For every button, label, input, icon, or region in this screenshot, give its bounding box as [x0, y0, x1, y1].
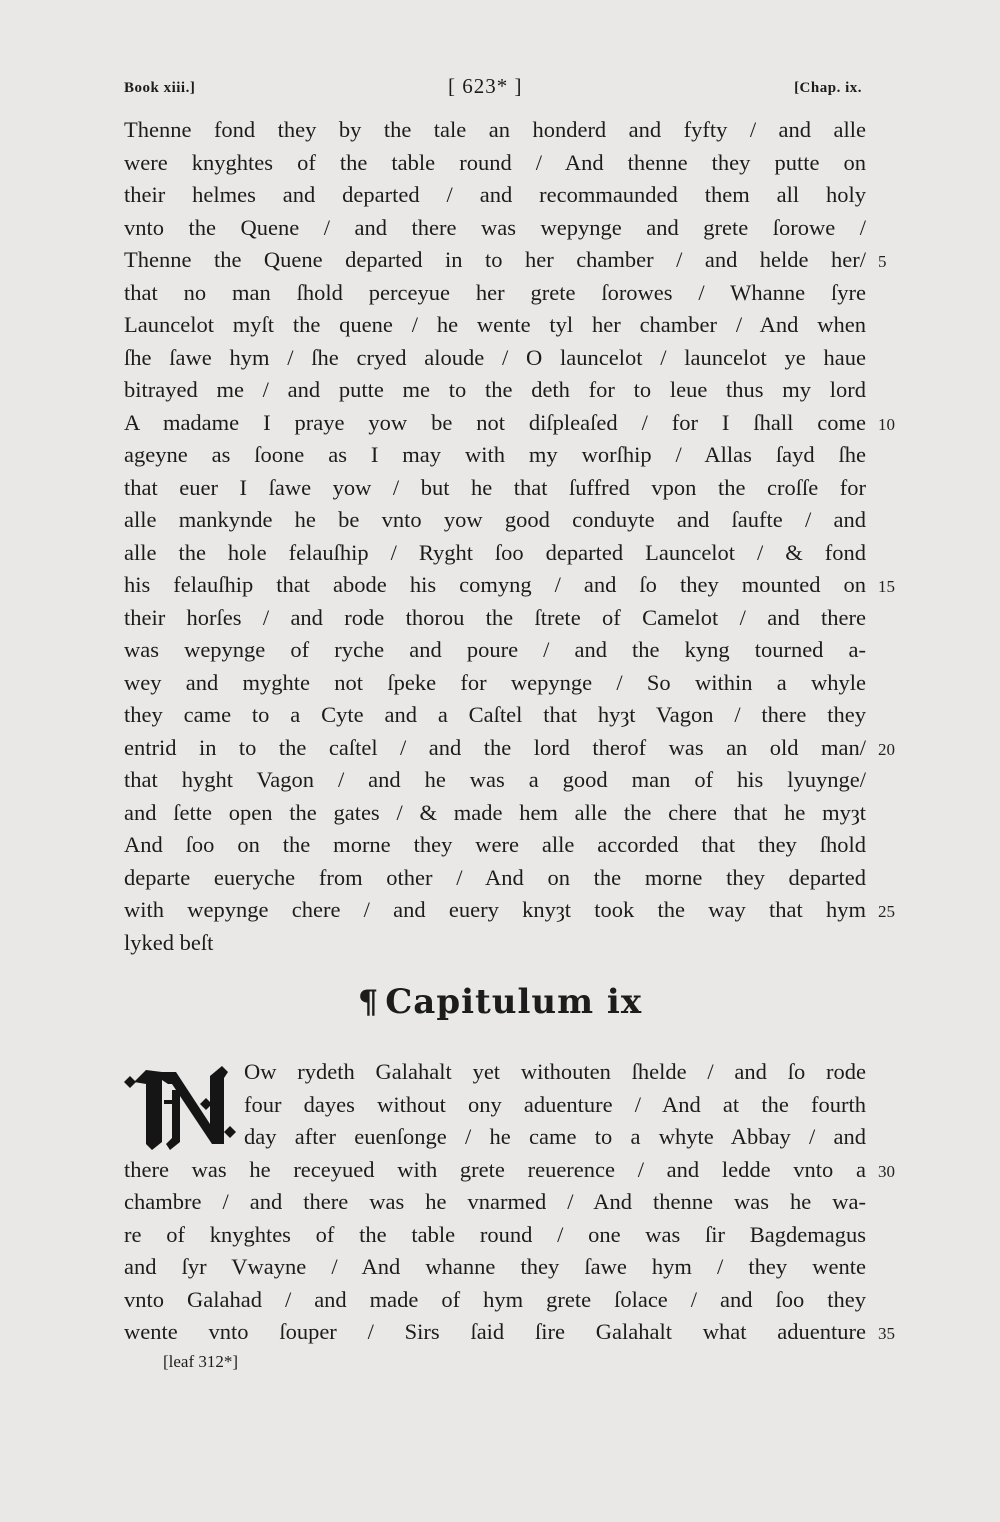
text-line: their horſes / and rode thorou the ſtrete of Camelot / and there — [124, 604, 866, 630]
pilcrow-icon: ¶ — [357, 983, 380, 1021]
text-line: ſhe ſawe hym / ſhe cryed aloude / O launcelot / launcelot ye haue — [124, 344, 866, 370]
text-line: bitrayed me / and putte me to the deth for to leue thus my lord — [124, 377, 866, 402]
text-line: and ſyr Vwayne / And whanne they ſawe hym / they wente — [124, 1254, 866, 1279]
line-number: 25 — [878, 902, 895, 921]
line-number: 15 — [878, 577, 895, 596]
text-line: Thenne the Quene departed in to her chamber / and helde her/ 5 — [124, 244, 866, 277]
passage-one — [124, 114, 895, 959]
line-number: 10 — [878, 414, 895, 434]
line-number: 35 — [878, 1324, 895, 1343]
text-line: day after euenſonge / he came to a whyte Abbay / and — [244, 1124, 866, 1149]
text-line: that euer I ſawe yow / but he that ſuffred vpon the croſſe for — [124, 474, 866, 500]
text-line: vnto Galahad / and made of hym grete ſolace / and ſoo they — [124, 1286, 866, 1312]
text-line: their helmes and departed / and recommaunded them all holy — [124, 182, 866, 207]
text-line: with wepynge chere / and euery knyȝt took the way that hym 25 — [124, 894, 866, 927]
text-line: ageyne as ſoone as I may with my worſhip / Allas ſayd ſhe — [124, 442, 866, 467]
text-line: wente vnto ſouper / Sirs ſaid ſire Galahalt what aduenture 35 — [124, 1316, 866, 1349]
text-line: departe eueryche from other / And on the morne they departed — [124, 864, 866, 890]
line-number: 20 — [878, 739, 895, 759]
chapter-title: Capitulum ix — [385, 982, 643, 1022]
text-line: And ſoo on the morne they were alle accorded that they ſhold — [124, 832, 866, 857]
text-line: wey and myghte not ſpeke for wepynge / So within a whyle — [124, 669, 866, 695]
text-line: there was he receyued with grete reuerence / and ledde vnto a 30 — [124, 1154, 866, 1187]
text-line: and ſette open the gates / & made hem alle the chere that he myȝt — [124, 799, 866, 825]
line-number: 5 — [878, 252, 887, 271]
running-head — [0, 74, 1000, 104]
line-number: 30 — [878, 1161, 895, 1181]
text-line: they came to a Cyte and a Caſtel that hyȝt Vagon / there they — [124, 702, 866, 727]
running-head-book: Book xiii.] — [124, 80, 196, 96]
text-line: lyked beſt — [124, 929, 214, 955]
text-line: chambre / and there was he vnarmed / And thenne was he wa- — [124, 1189, 866, 1214]
text-line: entrid in to the caſtel / and the lord therof was an old man/ 20 — [124, 732, 866, 765]
chapter-heading — [0, 982, 1000, 1022]
passage-two — [124, 1056, 895, 1349]
text-line: Thenne fond they by the tale an honderd and fyfty / and alle — [124, 117, 866, 142]
text-line: Ow rydeth Galahalt yet withouten ſhelde / and ſo rode — [244, 1059, 866, 1084]
text-line: that no man ſhold perceyue her grete ſorowes / Whanne ſyre — [124, 279, 866, 305]
text-line: vnto the Quene / and there was wepynge and grete ſorowe / — [124, 214, 866, 240]
text-line: Launcelot myſt the quene / he wente tyl her chamber / And when — [124, 312, 866, 337]
text-line: alle mankynde he be vnto yow good conduyte and ſaufte / and — [124, 507, 866, 532]
dropcap-letter: N — [180, 1120, 181, 1121]
leaf-reference: [leaf 312*] — [163, 1352, 239, 1371]
text-line: A madame I praye yow be not diſpleaſed / for I ſhall come 10 — [124, 407, 866, 440]
page-number: [ 623* ] — [448, 74, 523, 98]
text-line: that hyght Vagon / and he was a good man of his lyuynge/ — [124, 767, 866, 792]
text-line: were knyghtes of the table round / And thenne they putte on — [124, 149, 866, 175]
text-line: re of knyghtes of the table round / one was ſir Bagdemagus — [124, 1221, 866, 1247]
text-line: his felauſhip that abode his comyng / and ſo they mounted on 15 — [124, 569, 866, 602]
text-line: was wepynge of ryche and poure / and the kyng tourned a- — [124, 637, 866, 662]
text-line: four dayes without ony aduenture / And at the fourth — [244, 1091, 866, 1117]
text-line: alle the hole felauſhip / Ryght ſoo departed Launcelot / & fond — [124, 539, 866, 565]
running-head-chapter: [Chap. ix. — [794, 80, 862, 96]
